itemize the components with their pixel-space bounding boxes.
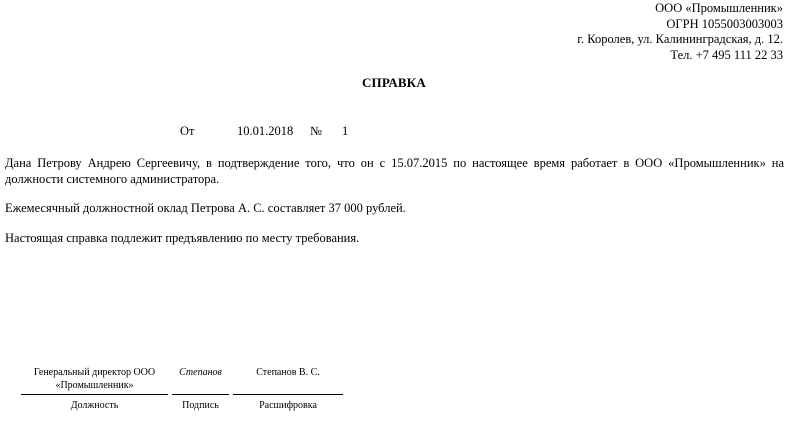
caption-position: Должность bbox=[70, 400, 119, 411]
caption-name: Расшифровка bbox=[259, 400, 317, 411]
caption-signature: Подпись bbox=[182, 400, 219, 411]
organization-header bbox=[577, 1, 783, 63]
name-underline bbox=[233, 394, 343, 395]
number-label: № bbox=[310, 124, 322, 138]
body-paragraph-employment: Дана Петрову Андрею Сергеевичу, в подтверждение того, что он с 15.07.2015 по настоящее время работает в ООО «Промышленник» на должности системного администратора. bbox=[5, 156, 784, 186]
organization-name: ООО «Промышленник» bbox=[655, 1, 783, 15]
position-underline bbox=[21, 394, 168, 395]
organization-phone: Тел. +7 495 111 22 33 bbox=[670, 47, 783, 62]
signature-underline bbox=[172, 394, 229, 395]
signer-signature: Степанов bbox=[179, 367, 222, 378]
organization-ogrn: ОГРН 1055003003003 bbox=[666, 16, 783, 31]
body-paragraph-salary: Ежемесячный должностной оклад Петрова А. С. составляет 37 000 рублей. bbox=[5, 201, 406, 215]
organization-address: г. Королев, ул. Калининградская, д. 12. bbox=[577, 32, 783, 46]
date-label: От bbox=[180, 124, 195, 138]
signer-name: Степанов В. С. bbox=[256, 367, 320, 378]
body-paragraph-purpose: Настоящая справка подлежит предъявлению по месту требования. bbox=[5, 231, 360, 245]
number-value: 1 bbox=[342, 124, 349, 138]
signer-position: Генеральный директор ООО «Промышленник» bbox=[33, 367, 156, 391]
document-title: СПРАВКА bbox=[361, 75, 427, 90]
date-value: 10.01.2018 bbox=[237, 124, 294, 138]
